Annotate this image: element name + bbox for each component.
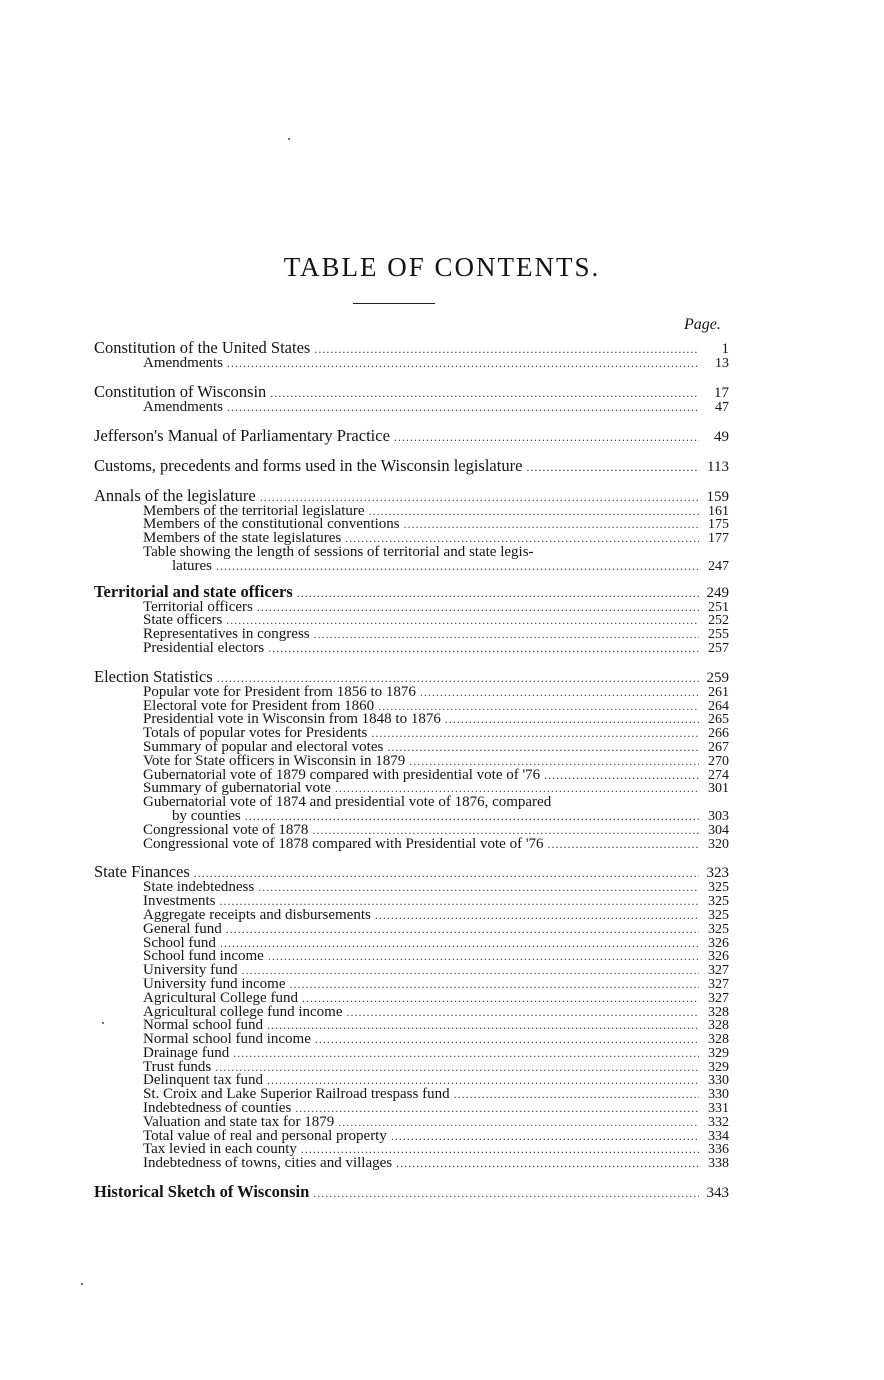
dot-leader xyxy=(314,628,699,642)
toc-entry-page-number: 329 xyxy=(708,1059,729,1075)
toc-section-page-number: 1 xyxy=(721,341,729,357)
toc-entry-title: Delinquent tax fund xyxy=(143,1072,263,1089)
toc-entry-page-number: 329 xyxy=(708,1045,729,1061)
toc-entry xyxy=(94,639,729,656)
toc-entry-title: Total value of real and personal property xyxy=(143,1127,387,1144)
toc-section-page-number: 159 xyxy=(706,488,729,505)
toc-entry-page-number: 330 xyxy=(708,1087,729,1103)
dot-leader xyxy=(270,385,699,401)
toc-entry-page-number: 161 xyxy=(708,503,729,519)
toc-entry-title: Members of the territorial legislature xyxy=(143,502,365,519)
toc-entry-title: Totals of popular votes for Presidents xyxy=(143,725,368,742)
dot-leader xyxy=(194,865,699,881)
toc-entry-title: Popular vote for President from 1856 to 1876 xyxy=(143,683,416,700)
dot-leader xyxy=(387,741,699,755)
toc-entry-page-number: 328 xyxy=(708,1018,729,1034)
toc-entry-title: Gubernatorial vote of 1874 and presidential vote of 1876, compared xyxy=(143,794,552,811)
dot-leader xyxy=(245,810,699,824)
toc-entry-title: by counties xyxy=(172,807,241,824)
toc-section-title: Jefferson's Manual of Parliamentary Practice xyxy=(94,425,390,445)
dot-leader xyxy=(268,642,699,656)
dot-leader xyxy=(302,992,699,1006)
toc-entry-title: Drainage fund xyxy=(143,1044,230,1061)
toc-entry-title: Presidential electors xyxy=(143,639,265,656)
toc-entry-page-number: 255 xyxy=(708,627,729,643)
dot-leader xyxy=(371,727,699,741)
toc-entry-title: Table showing the length of sessions of territorial and state legis- xyxy=(143,543,534,560)
toc-section xyxy=(94,425,729,445)
toc-entry-page-number: 325 xyxy=(708,921,729,937)
dot-leader xyxy=(258,881,699,895)
toc-entry-page-number: 326 xyxy=(708,935,729,951)
toc-entry-title: Summary of popular and electoral votes xyxy=(143,738,384,755)
toc-entry xyxy=(94,357,729,371)
toc-entry-page-number: 274 xyxy=(708,767,729,783)
toc-entry-title: Congressional vote of 1878 xyxy=(143,821,309,838)
toc-entry-title: Electoral vote for President from 1860 xyxy=(143,697,375,714)
toc-entry-page-number: 13 xyxy=(715,356,729,371)
toc-section-page-number: 259 xyxy=(706,669,729,686)
toc-entry-title: Members of the state legislatures xyxy=(143,530,342,547)
toc-entry-title: Amendments xyxy=(143,355,223,371)
dot-leader xyxy=(313,1185,699,1201)
dot-leader xyxy=(215,1061,699,1075)
dot-leader xyxy=(220,937,699,951)
toc-entry-page-number: 328 xyxy=(708,1032,729,1048)
dot-leader xyxy=(295,1102,699,1116)
toc-entry-title: School fund xyxy=(143,934,216,951)
dot-leader xyxy=(233,1047,699,1061)
toc-entry-title: St. Croix and Lake Superior Railroad trespass fund xyxy=(143,1086,450,1103)
toc-entry-title: University fund income xyxy=(143,975,286,992)
table-of-contents xyxy=(94,340,729,1201)
toc-section-page-number: 49 xyxy=(714,428,729,445)
toc-entry-page-number: 327 xyxy=(708,963,729,979)
toc-entry-page-number: 304 xyxy=(708,822,729,838)
toc-entry-page-number: 47 xyxy=(715,399,729,415)
toc-entry-page-number: 267 xyxy=(708,739,729,755)
toc-section-page-number: 113 xyxy=(707,458,729,475)
dot-leader xyxy=(315,1033,699,1047)
toc-section-title: Annals of the legislature xyxy=(94,485,256,505)
toc-entry xyxy=(94,398,729,415)
dot-leader xyxy=(226,923,699,937)
toc-section-page-number: 17 xyxy=(714,384,729,401)
toc-section-title: State Finances xyxy=(94,862,190,882)
toc-entry-page-number: 331 xyxy=(708,1101,729,1117)
title-underline xyxy=(353,303,435,304)
toc-entry-page-number: 252 xyxy=(708,613,729,629)
toc-entry-title: Aggregate receipts and disbursements xyxy=(143,906,371,923)
toc-entry-title: University fund xyxy=(143,962,238,979)
toc-section-page-number: 249 xyxy=(706,584,729,601)
dot-leader xyxy=(338,1116,699,1130)
toc-entry-title: Trust funds xyxy=(143,1058,212,1075)
dot-leader xyxy=(314,341,699,357)
toc-entry-title: Indebtedness of counties xyxy=(143,1100,292,1117)
dot-leader xyxy=(391,1130,699,1144)
dot-leader xyxy=(216,560,699,574)
toc-entry-page-number: 264 xyxy=(708,698,729,714)
toc-entry-page-number: 325 xyxy=(708,880,729,896)
toc-entry-title: Valuation and state tax for 1879 xyxy=(143,1113,335,1130)
toc-entry-title: Vote for State officers in Wisconsin in 1879 xyxy=(143,752,406,769)
dot-leader xyxy=(396,1157,699,1171)
toc-entry-page-number: 338 xyxy=(708,1156,729,1172)
dot-leader xyxy=(347,1006,699,1020)
paper-speck xyxy=(288,138,290,140)
toc-section xyxy=(94,1184,729,1201)
toc-entry-page-number: 334 xyxy=(708,1128,729,1144)
toc-entry-title: Investments xyxy=(143,893,216,910)
toc-entry-title: Normal school fund income xyxy=(143,1031,311,1048)
toc-entry-page-number: 257 xyxy=(708,640,729,656)
toc-entry-title: Agricultural College fund xyxy=(143,989,298,1006)
toc-entry xyxy=(94,557,729,574)
toc-entry-page-number: 265 xyxy=(708,712,729,728)
dot-leader xyxy=(454,1088,699,1102)
toc-entry-title: General fund xyxy=(143,920,222,937)
toc-entry-title: State officers xyxy=(143,612,223,629)
dot-leader xyxy=(375,909,699,923)
dot-leader xyxy=(394,429,699,445)
dot-leader xyxy=(420,686,699,700)
dot-leader xyxy=(544,769,699,783)
toc-section-title: Customs, precedents and forms used in the Wisconsin legislature xyxy=(94,455,523,475)
toc-section-title: Constitution of Wisconsin xyxy=(94,381,267,401)
toc-entry-page-number: 320 xyxy=(708,836,729,852)
dot-leader xyxy=(227,401,699,415)
dot-leader xyxy=(445,713,699,727)
dot-leader xyxy=(289,978,699,992)
toc-section-page-number: 323 xyxy=(706,865,729,882)
toc-entry-page-number: 325 xyxy=(708,894,729,910)
toc-entry-title: Gubernatorial vote of 1879 compared with presidential vote of '76 xyxy=(143,766,541,783)
toc-section xyxy=(94,455,729,475)
toc-section-page-number: 343 xyxy=(706,1185,729,1202)
toc-entry-page-number: 336 xyxy=(708,1142,729,1158)
toc-entry-title: School fund income xyxy=(143,948,264,965)
toc-entry-page-number: 332 xyxy=(708,1114,729,1130)
page-column-heading: Page. xyxy=(684,316,721,333)
toc-entry xyxy=(94,1157,729,1171)
dot-leader xyxy=(257,601,699,615)
toc-section-title: Territorial and state officers xyxy=(94,581,293,601)
toc-entry-page-number: 303 xyxy=(708,808,729,824)
dot-leader xyxy=(297,585,699,601)
toc-entry-page-number: 326 xyxy=(708,949,729,965)
toc-entry xyxy=(94,835,729,852)
toc-entry-page-number: 251 xyxy=(708,599,729,615)
page-title: TABLE OF CONTENTS. xyxy=(283,252,601,282)
toc-entry-page-number: 266 xyxy=(708,726,729,742)
toc-entry-page-number: 325 xyxy=(708,907,729,923)
toc-entry-title: latures xyxy=(172,557,212,574)
dot-leader xyxy=(227,357,699,371)
toc-entry-title: Agricultural college fund income xyxy=(143,1003,343,1020)
toc-section-title: Constitution of the United States xyxy=(94,338,311,357)
toc-section-title: Historical Sketch of Wisconsin xyxy=(94,1182,310,1202)
dot-leader xyxy=(268,950,699,964)
toc-entry-page-number: 327 xyxy=(708,990,729,1006)
toc-entry-title: Tax levied in each county xyxy=(143,1141,297,1158)
dot-leader xyxy=(267,1019,699,1033)
toc-entry-title: Summary of gubernatorial vote xyxy=(143,780,331,797)
toc-entry-title: Indebtedness of towns, cities and villages xyxy=(143,1155,393,1172)
toc-entry-page-number: 247 xyxy=(708,558,729,574)
toc-entry-page-number: 327 xyxy=(708,976,729,992)
toc-entry-page-number: 330 xyxy=(708,1073,729,1089)
dot-leader xyxy=(404,518,699,532)
toc-section-title: Election Statistics xyxy=(94,666,213,686)
dot-leader xyxy=(369,505,699,519)
toc-entry-title: Presidential vote in Wisconsin from 1848 to 1876 xyxy=(143,711,441,728)
dot-leader xyxy=(548,838,699,852)
toc-entry-title: Normal school fund xyxy=(143,1017,263,1034)
toc-entry-page-number: 270 xyxy=(708,753,729,769)
toc-entry-title: Territorial officers xyxy=(143,598,253,615)
toc-entry-title: State indebtedness xyxy=(143,879,255,896)
toc-entry-title: Representatives in congress xyxy=(143,626,310,643)
toc-entry-title: Amendments xyxy=(143,398,223,415)
paper-speck xyxy=(81,1283,83,1285)
toc-entry-title: Members of the constitutional conventions xyxy=(143,516,400,533)
toc-entry-page-number: 261 xyxy=(708,684,729,700)
dot-leader xyxy=(242,964,699,978)
toc-entry-title: Congressional vote of 1878 compared with Presidential vote of '76 xyxy=(143,835,544,852)
toc-entry-page-number: 301 xyxy=(708,781,729,797)
toc-entry-page-number: 177 xyxy=(708,531,729,547)
toc-entry-page-number: 175 xyxy=(708,517,729,533)
toc-entry-page-number: 328 xyxy=(708,1004,729,1020)
dot-leader xyxy=(526,459,699,475)
